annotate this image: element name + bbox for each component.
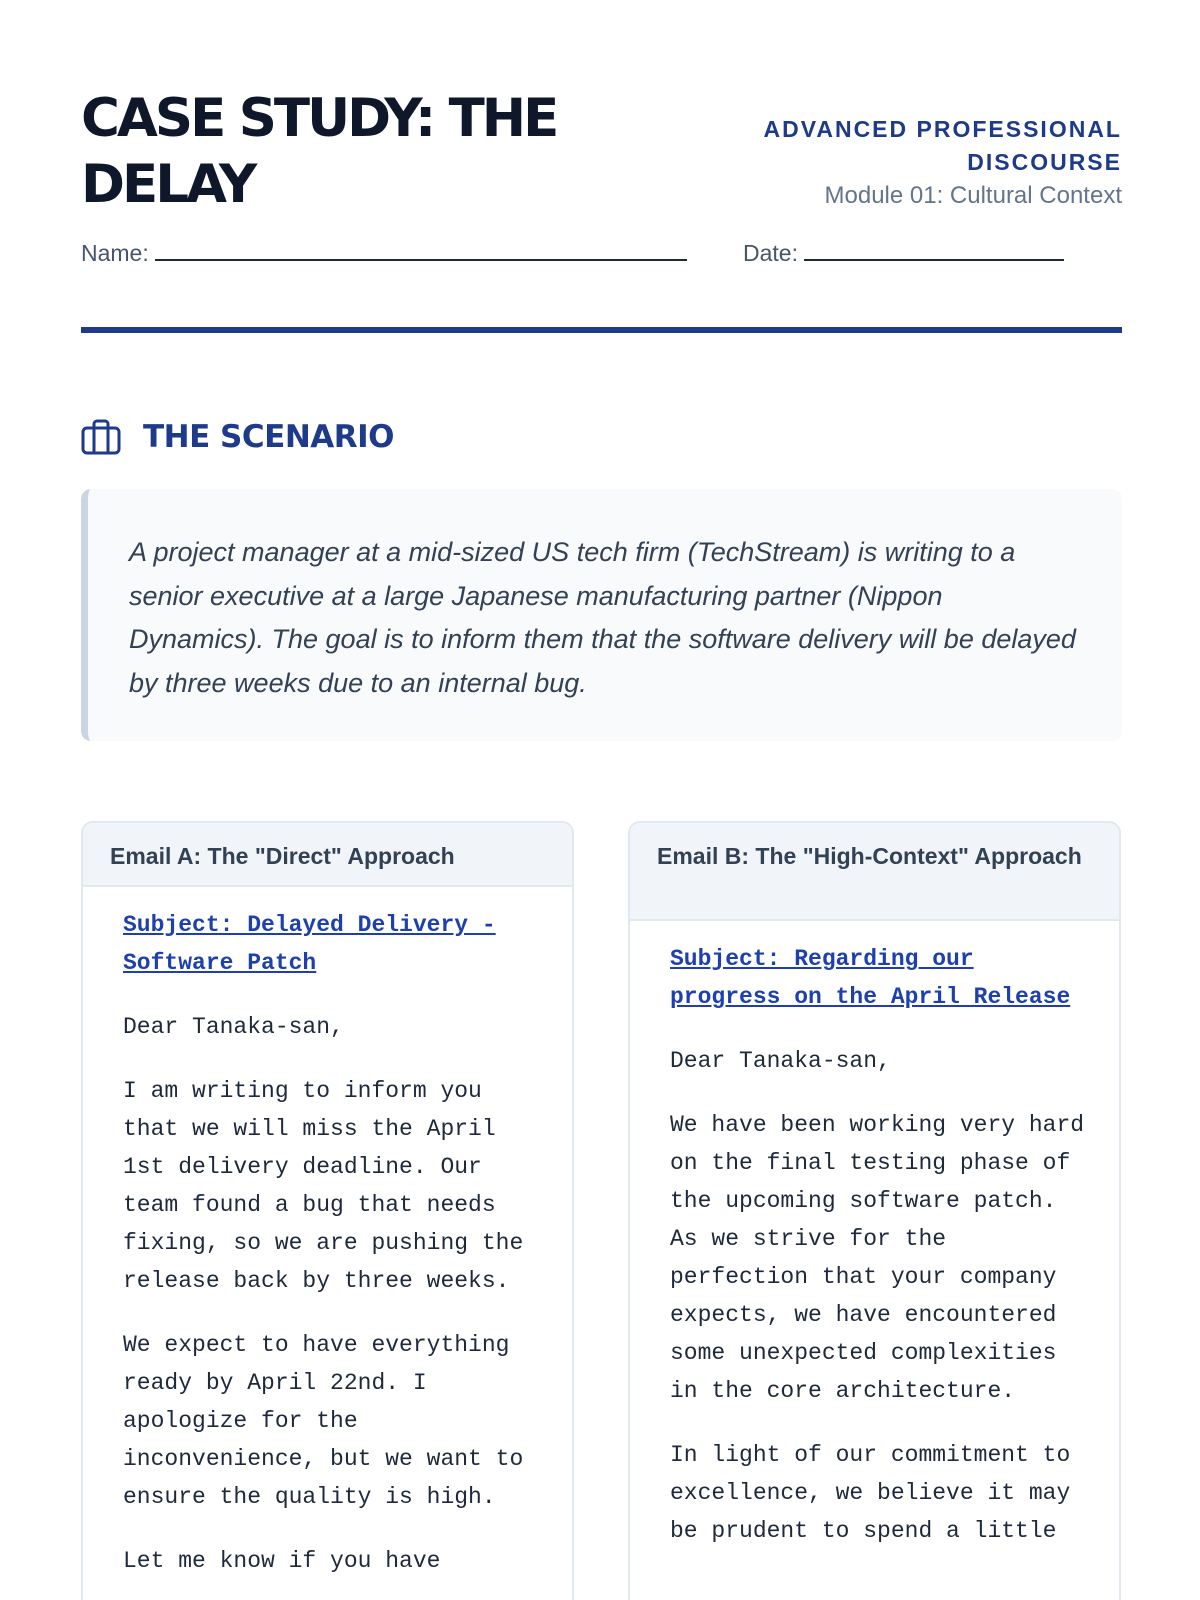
name-label: Name: (81, 240, 149, 266)
scenario-heading (81, 416, 394, 458)
briefcase-icon (81, 419, 121, 455)
scenario-box (81, 489, 1122, 741)
course-info (702, 113, 1122, 212)
date-label: Date: (743, 240, 798, 266)
name-field[interactable] (81, 240, 687, 267)
date-field[interactable] (743, 240, 1064, 267)
email-a-paragraph: We expect to have everything ready by April 22nd. I apologize for the inconvenience, but we want to ensure the quality is high. (123, 1332, 524, 1510)
module-label: Module 01: Cultural Context (824, 182, 1122, 209)
email-a-paragraph: I am writing to inform you that we will miss the April 1st delivery deadline. Our team found a bug that needs fixing, so we are pushing the release back by three weeks. (123, 1078, 524, 1294)
email-a-body (83, 887, 572, 1580)
email-a-subject: Subject: Delayed Delivery - Software Patch (123, 912, 496, 976)
email-b-heading: Email B: The "High-Context" Approach (630, 823, 1119, 921)
scenario-text: A project manager at a mid-sized US tech firm (TechStream) is writing to a senior executive at a large Japanese manufacturing partner (Nippon Dynamics). The goal is to inform them that the software delivery will be delayed by three weeks due to an internal bug. (129, 537, 1076, 698)
email-b-card (628, 821, 1121, 1600)
email-b-paragraph: We have been working very hard on the final testing phase of the upcoming software patch. As we strive for the perfection that your company expects, we have encountered some unexpected complexities in the core architecture. (670, 1112, 1085, 1404)
date-blank-line[interactable] (804, 241, 1064, 261)
section-title: THE SCENARIO (143, 419, 395, 455)
email-b-subject: Subject: Regarding our progress on the April Release (670, 946, 1071, 1010)
email-a-greeting: Dear Tanaka-san, (123, 1014, 344, 1040)
header-divider (81, 327, 1122, 333)
document-title: CASE STUDY: THE DELAY (81, 88, 557, 215)
name-blank-line[interactable] (155, 241, 687, 261)
email-b-greeting: Dear Tanaka-san, (670, 1048, 891, 1074)
email-a-card (81, 821, 574, 1600)
email-a-paragraph: Let me know if you have (123, 1548, 441, 1574)
student-fields (81, 240, 1122, 270)
email-b-paragraph: In light of our commitment to excellence, we believe it may be prudent to spend a little (670, 1442, 1071, 1544)
email-b-body (630, 921, 1119, 1550)
document-header (81, 80, 1122, 215)
course-name: ADVANCED PROFESSIONAL DISCOURSE (763, 116, 1122, 175)
email-a-heading: Email A: The "Direct" Approach (83, 823, 572, 887)
